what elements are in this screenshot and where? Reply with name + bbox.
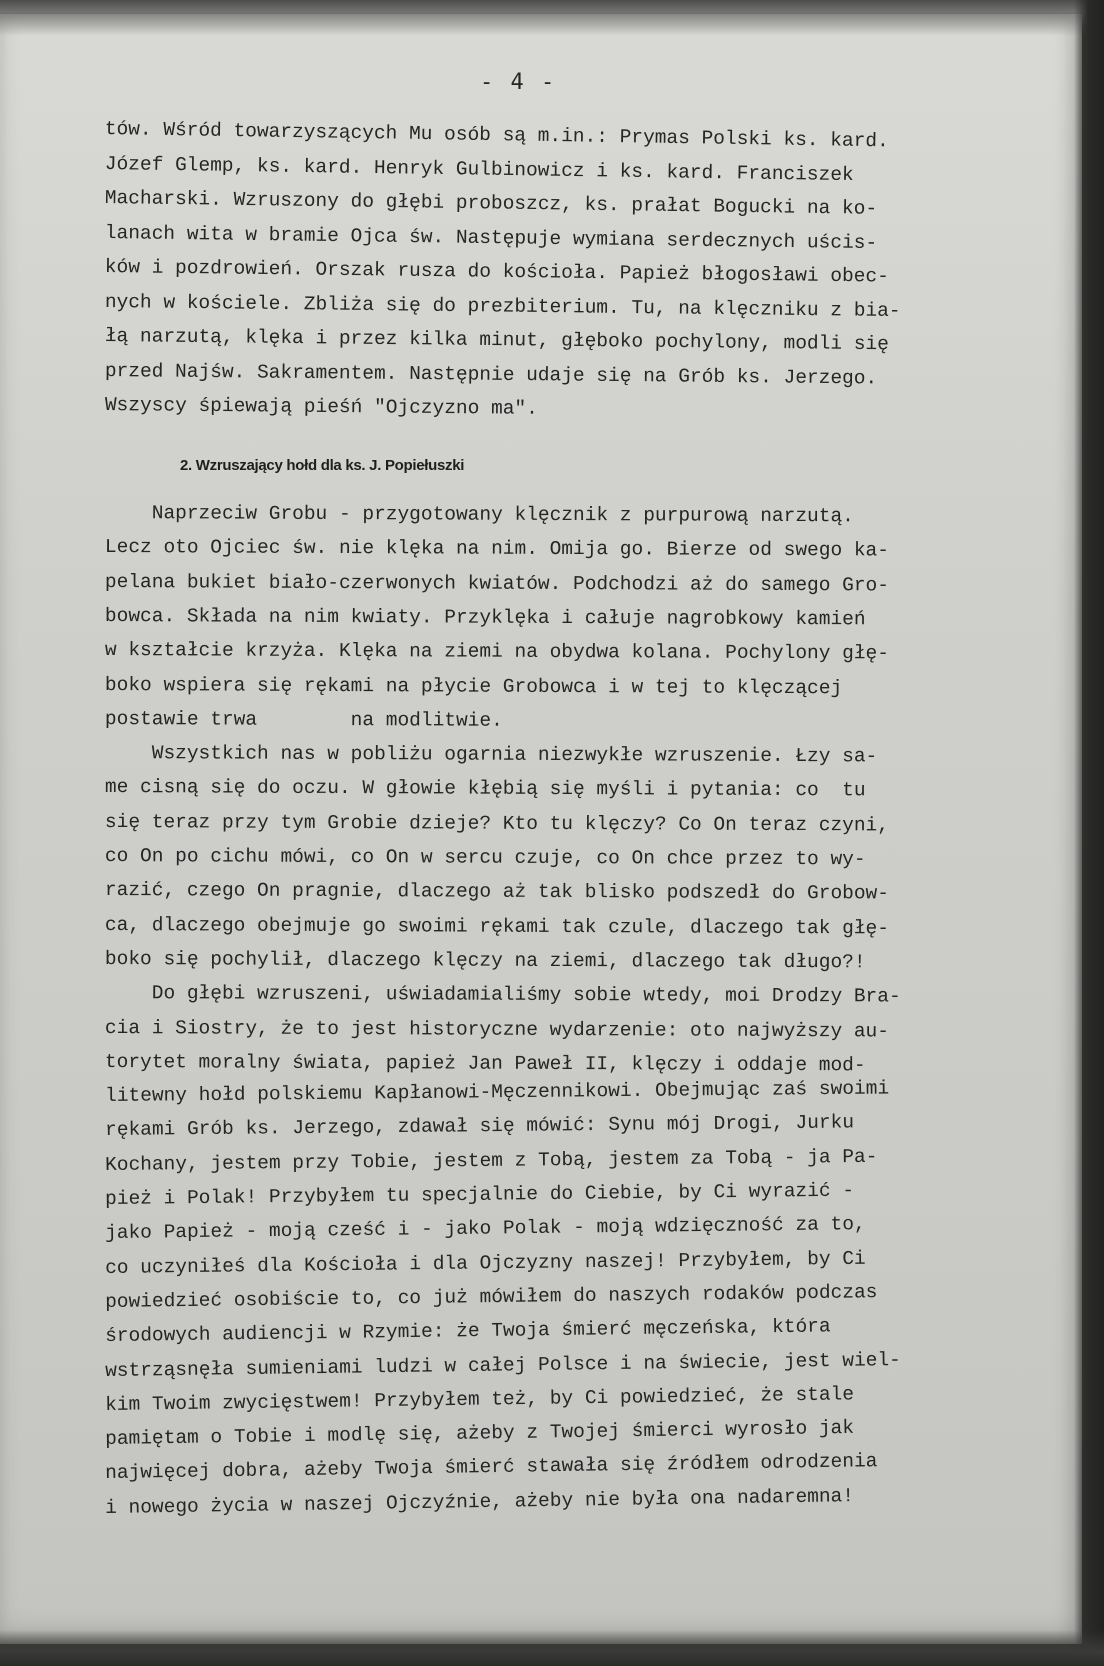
text-line: przed Najśw. Sakramentem. Następnie udaje się na Grób ks. Jerzego.: [104, 359, 878, 389]
text-line: me cisną się do oczu. W głowie kłębią się myśli i pytania: co tu: [104, 776, 866, 802]
text-line: tów. Wśród towarzyszących Mu osób są m.in.: Prymas Polski ks. kard.: [104, 118, 889, 153]
text-line: w kształcie krzyża. Klęka na ziemi na obydwa kolana. Pochylony głę-: [104, 639, 890, 665]
section-heading: 2. Wzruszający hołd dla ks. J. Popiełuszki: [180, 457, 465, 474]
text-line: jako Papież - moją cześć i - jako Polak - moją wdzięczność za to,: [105, 1213, 866, 1245]
text-line: łą narzutą, klęka i przez kilka minut, głęboko pochylony, modli się: [104, 325, 889, 356]
text-line: pamiętam o Tobie i modlę się, ażeby z Twojej śmierci wyrosło jak: [105, 1416, 855, 1451]
text-line: ca, dlaczego obejmuje go swoimi rękami tak czule, dlaczego tak głę-: [104, 913, 890, 940]
text-line: kim Twoim zwycięstwem! Przybyłem też, by Ci powiedzieć, że stale: [105, 1383, 855, 1416]
text-line: boko się pochylił, dlaczego klęczy na ziemi, dlaczego tak długo?!: [104, 947, 866, 974]
text-line: Naprzeciw Grobu - przygotowany klęcznik z purpurową narzutą.: [104, 502, 854, 528]
text-line: Wszyscy śpiewają pieśń "Ojczyzno ma".: [104, 394, 538, 420]
scan-bottom-edge: [0, 1630, 1104, 1666]
text-line: Lecz oto Ojciec św. nie klęka na nim. Omija go. Bierze od swego ka-: [104, 536, 890, 562]
text-line: co On po cichu mówi, co On w sercu czuje, co On chce przez to wy-: [104, 845, 866, 871]
text-line: razić, czego On pragnie, dlaczego aż tak blisko podszedł do Grobow-: [104, 879, 890, 905]
text-line: pelana bukiet biało-czerwonych kwiatów. Podchodzi aż do samego Gro-: [104, 570, 890, 597]
text-line: ków i pozdrowień. Orszak rusza do kościoła. Papież błogosławi obec-: [104, 256, 889, 288]
text-line: Kochany, jestem przy Tobie, jestem z Tobą, jestem za Tobą - ja Pa-: [105, 1145, 878, 1176]
text-line: lanach wita w bramie Ojca św. Następuje wymiana serdecznych uścis-: [104, 221, 878, 254]
text-line: pież i Polak! Przybyłem tu specjalnie do Ciebie, by Ci wyrazić -: [105, 1179, 855, 1210]
text-line: postawie trwa na modlitwie.: [104, 707, 503, 732]
text-line: Józef Glemp, ks. kard. Henryk Gulbinowicz i ks. kard. Franciszek: [104, 152, 854, 186]
text-line: torytet moralny świata, papież Jan Paweł II, klęczy i oddaje mod-: [104, 1050, 866, 1077]
text-line: Macharski. Wzruszony do głębi proboszcz, ks. prałat Bogucki na ko-: [104, 187, 878, 220]
text-line: bowca. Składa na nim kwiaty. Przyklęka i całuje nagrobkowy kamień: [104, 604, 866, 631]
text-line: wstrząsnęła sumieniami ludzi w całej Polsce i na świecie, jest wiel-: [105, 1348, 901, 1382]
text-line: litewny hołd polskiemu Kapłanowi-Męczennikowi. Obejmując zaś swoimi: [105, 1077, 890, 1108]
text-line: nych w kościele. Zbliża się do prezbiterium. Tu, na klęczniku z bia-: [104, 290, 901, 322]
text-line: Wszystkich nas w pobliżu ogarnia niezwykłe wzruszenie. Łzy sa-: [104, 742, 878, 768]
text-line: cia i Siostry, że to jest historyczne wydarzenie: oto najwyższy au-: [104, 1016, 890, 1042]
scan-top-edge: [0, 0, 1104, 36]
text-line: rękami Grób ks. Jerzego, zdawał się mówić: Synu mój Drogi, Jurku: [105, 1111, 855, 1142]
text-line: co uczyniłeś dla Kościoła i dla Ojczyzny naszej! Przybyłem, by Ci: [105, 1247, 866, 1279]
scan-right-edge: [1074, 0, 1104, 1666]
text-line: powiedzieć osobiście to, co już mówiłem do naszych rodaków podczas: [105, 1281, 878, 1313]
text-line: się teraz przy tym Grobie dzieje? Kto tu klęczy? Co On teraz czyni,: [104, 810, 890, 837]
text-line: Do głębi wzruszeni, uświadamialiśmy sobie wtedy, moi Drodzy Bra-: [104, 982, 901, 1008]
text-line: boko wspiera się rękami na płycie Grobowca i w tej to klęczącej: [104, 673, 843, 699]
text-line: środowych audiencji w Rzymie: że Twoja śmierć męczeńska, która: [105, 1315, 831, 1348]
text-line: i nowego życia w naszej Ojczyźnie, ażeby nie była ona nadaremna!: [105, 1484, 855, 1519]
text-line: najwięcej dobra, ażeby Twoja śmierć stawała się źródłem odrodzenia: [105, 1450, 878, 1485]
page-number: - 4 -: [480, 70, 557, 95]
